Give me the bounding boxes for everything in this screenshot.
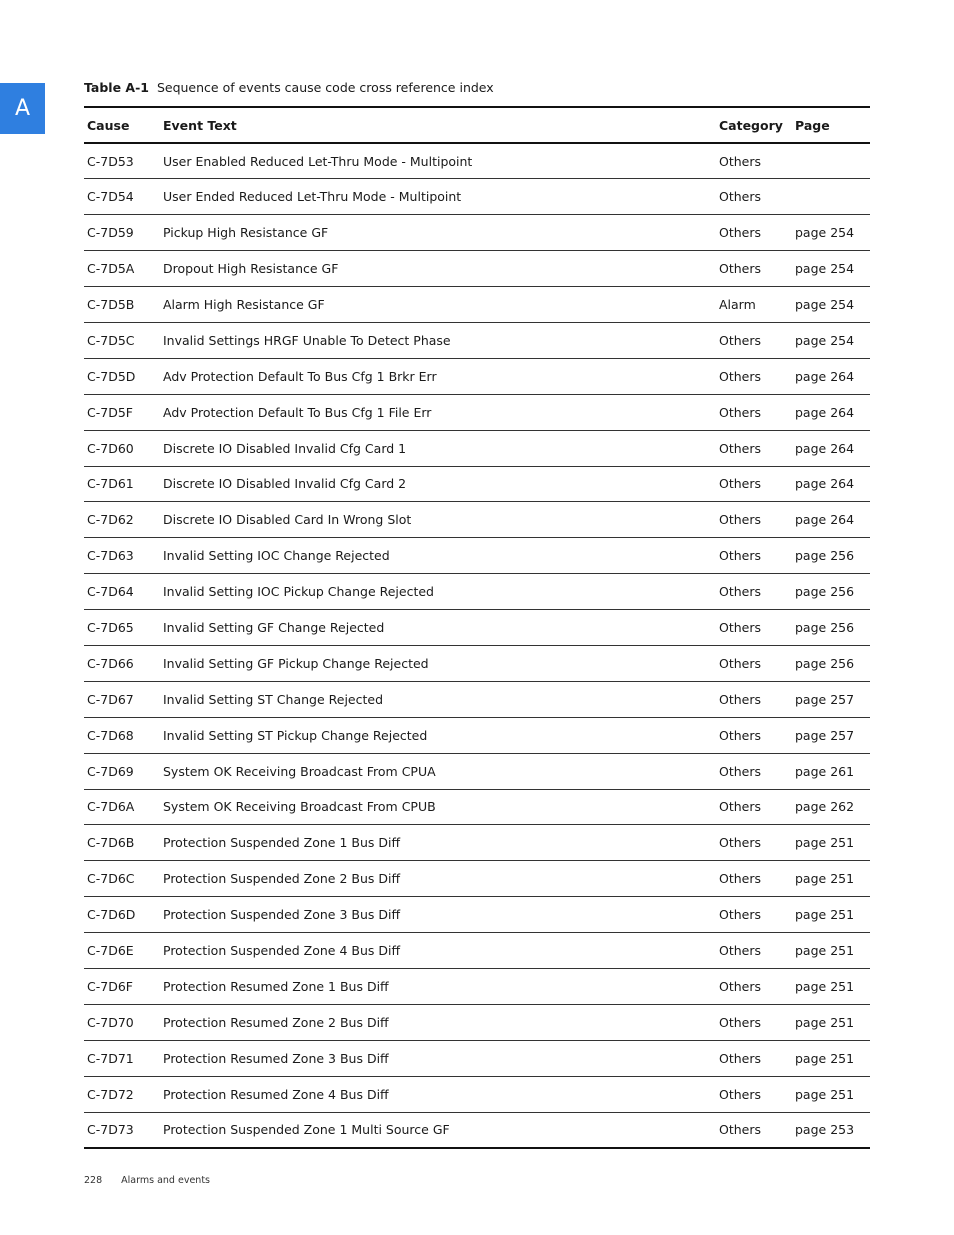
cell-cause: C-7D70 xyxy=(84,1004,160,1040)
cell-category: Others xyxy=(716,789,792,825)
cell-category: Others xyxy=(716,1112,792,1148)
cell-event-text: Protection Suspended Zone 2 Bus Diff xyxy=(160,861,716,897)
table-row xyxy=(84,394,870,430)
table-header-row xyxy=(84,107,870,143)
cell-page: page 251 xyxy=(792,1004,870,1040)
cell-category: Others xyxy=(716,143,792,179)
header-page: Page xyxy=(792,107,870,143)
cell-cause: C-7D54 xyxy=(84,179,160,215)
table-row xyxy=(84,861,870,897)
cell-event-text: User Enabled Reduced Let-Thru Mode - Multipoint xyxy=(160,143,716,179)
table-row xyxy=(84,574,870,610)
cell-category: Others xyxy=(716,753,792,789)
cell-page: page 256 xyxy=(792,574,870,610)
page-footer xyxy=(84,1175,210,1186)
cell-page: page 251 xyxy=(792,968,870,1004)
cell-event-text: Invalid Setting IOC Pickup Change Rejected xyxy=(160,574,716,610)
table-row xyxy=(84,825,870,861)
cell-category: Others xyxy=(716,1076,792,1112)
cell-event-text: Protection Resumed Zone 3 Bus Diff xyxy=(160,1040,716,1076)
table-row xyxy=(84,645,870,681)
cell-page: page 251 xyxy=(792,825,870,861)
cell-event-text: Protection Suspended Zone 3 Bus Diff xyxy=(160,897,716,933)
cell-event-text: Dropout High Resistance GF xyxy=(160,251,716,287)
cell-event-text: Protection Resumed Zone 1 Bus Diff xyxy=(160,968,716,1004)
table-row xyxy=(84,1112,870,1148)
cell-page: page 256 xyxy=(792,610,870,646)
table-row xyxy=(84,502,870,538)
cell-page xyxy=(792,179,870,215)
cell-page: page 251 xyxy=(792,933,870,969)
cell-cause: C-7D6A xyxy=(84,789,160,825)
cell-cause: C-7D6C xyxy=(84,861,160,897)
cell-cause: C-7D5C xyxy=(84,322,160,358)
cell-page: page 251 xyxy=(792,1076,870,1112)
cell-category: Others xyxy=(716,825,792,861)
table-row xyxy=(84,753,870,789)
cell-page: page 264 xyxy=(792,502,870,538)
cell-event-text: Protection Resumed Zone 2 Bus Diff xyxy=(160,1004,716,1040)
cell-cause: C-7D65 xyxy=(84,610,160,646)
cell-category: Others xyxy=(716,933,792,969)
table-row xyxy=(84,287,870,323)
cell-cause: C-7D66 xyxy=(84,645,160,681)
cell-event-text: Alarm High Resistance GF xyxy=(160,287,716,323)
table-row xyxy=(84,717,870,753)
cell-event-text: Adv Protection Default To Bus Cfg 1 Brkr Err xyxy=(160,358,716,394)
cell-event-text: User Ended Reduced Let-Thru Mode - Multipoint xyxy=(160,179,716,215)
table-row xyxy=(84,789,870,825)
header-event-text: Event Text xyxy=(160,107,716,143)
cell-cause: C-7D6E xyxy=(84,933,160,969)
cell-page: page 254 xyxy=(792,287,870,323)
cell-cause: C-7D5D xyxy=(84,358,160,394)
cell-cause: C-7D6B xyxy=(84,825,160,861)
cell-cause: C-7D6F xyxy=(84,968,160,1004)
cell-cause: C-7D5B xyxy=(84,287,160,323)
cell-cause: C-7D62 xyxy=(84,502,160,538)
header-cause: Cause xyxy=(84,107,160,143)
cell-cause: C-7D63 xyxy=(84,538,160,574)
cell-page: page 254 xyxy=(792,251,870,287)
table-caption-text: Sequence of events cause code cross reference index xyxy=(156,80,494,95)
table-row xyxy=(84,897,870,933)
cell-event-text: Protection Suspended Zone 1 Multi Source GF xyxy=(160,1112,716,1148)
cell-event-text: Protection Suspended Zone 1 Bus Diff xyxy=(160,825,716,861)
section-tab: A xyxy=(0,83,45,134)
cell-category: Others xyxy=(716,430,792,466)
cell-cause: C-7D68 xyxy=(84,717,160,753)
cell-cause: C-7D72 xyxy=(84,1076,160,1112)
cause-code-table xyxy=(84,106,870,1149)
cell-category: Others xyxy=(716,215,792,251)
table-row xyxy=(84,251,870,287)
table-row xyxy=(84,466,870,502)
table-row xyxy=(84,538,870,574)
cell-event-text: Adv Protection Default To Bus Cfg 1 File Err xyxy=(160,394,716,430)
table-row xyxy=(84,358,870,394)
footer-page-number: 228 xyxy=(84,1175,103,1186)
cell-page: page 264 xyxy=(792,430,870,466)
cell-page: page 262 xyxy=(792,789,870,825)
cell-cause: C-7D67 xyxy=(84,681,160,717)
table-row xyxy=(84,215,870,251)
cell-event-text: Protection Resumed Zone 4 Bus Diff xyxy=(160,1076,716,1112)
cell-event-text: Discrete IO Disabled Card In Wrong Slot xyxy=(160,502,716,538)
table-row xyxy=(84,933,870,969)
cell-category: Others xyxy=(716,861,792,897)
cell-cause: C-7D69 xyxy=(84,753,160,789)
cell-page: page 251 xyxy=(792,861,870,897)
cell-event-text: System OK Receiving Broadcast From CPUB xyxy=(160,789,716,825)
cell-category: Others xyxy=(716,322,792,358)
cell-event-text: System OK Receiving Broadcast From CPUA xyxy=(160,753,716,789)
cell-event-text: Invalid Settings HRGF Unable To Detect Phase xyxy=(160,322,716,358)
cell-category: Others xyxy=(716,574,792,610)
cell-cause: C-7D53 xyxy=(84,143,160,179)
cell-category: Others xyxy=(716,968,792,1004)
cell-page: page 257 xyxy=(792,681,870,717)
cell-category: Others xyxy=(716,681,792,717)
cell-category: Alarm xyxy=(716,287,792,323)
cell-event-text: Discrete IO Disabled Invalid Cfg Card 1 xyxy=(160,430,716,466)
cell-category: Others xyxy=(716,897,792,933)
cell-page: page 254 xyxy=(792,322,870,358)
cell-category: Others xyxy=(716,466,792,502)
cell-page: page 257 xyxy=(792,717,870,753)
cell-page: page 264 xyxy=(792,466,870,502)
cell-page: page 256 xyxy=(792,645,870,681)
table-row xyxy=(84,322,870,358)
cell-event-text: Pickup High Resistance GF xyxy=(160,215,716,251)
cell-category: Others xyxy=(716,1040,792,1076)
cell-category: Others xyxy=(716,717,792,753)
table-row xyxy=(84,1004,870,1040)
cell-page xyxy=(792,143,870,179)
cell-category: Others xyxy=(716,1004,792,1040)
cell-page: page 253 xyxy=(792,1112,870,1148)
cell-event-text: Protection Suspended Zone 4 Bus Diff xyxy=(160,933,716,969)
table-caption-label: Table A-1 xyxy=(84,80,149,95)
cell-cause: C-7D6D xyxy=(84,897,160,933)
table-row xyxy=(84,1040,870,1076)
cell-event-text: Invalid Setting ST Change Rejected xyxy=(160,681,716,717)
cell-page: page 264 xyxy=(792,394,870,430)
table-body xyxy=(84,143,870,1148)
cell-cause: C-7D71 xyxy=(84,1040,160,1076)
table-caption xyxy=(84,80,494,95)
cell-cause: C-7D59 xyxy=(84,215,160,251)
table-row xyxy=(84,1076,870,1112)
table-row xyxy=(84,179,870,215)
cell-event-text: Invalid Setting GF Change Rejected xyxy=(160,610,716,646)
table-row xyxy=(84,143,870,179)
cell-category: Others xyxy=(716,610,792,646)
cell-cause: C-7D61 xyxy=(84,466,160,502)
cell-page: page 251 xyxy=(792,1040,870,1076)
cell-cause: C-7D73 xyxy=(84,1112,160,1148)
cell-page: page 256 xyxy=(792,538,870,574)
cell-category: Others xyxy=(716,645,792,681)
cell-page: page 264 xyxy=(792,358,870,394)
table-row xyxy=(84,681,870,717)
cell-page: page 261 xyxy=(792,753,870,789)
cell-cause: C-7D5A xyxy=(84,251,160,287)
cell-event-text: Discrete IO Disabled Invalid Cfg Card 2 xyxy=(160,466,716,502)
cell-cause: C-7D64 xyxy=(84,574,160,610)
cell-page: page 251 xyxy=(792,897,870,933)
cell-event-text: Invalid Setting ST Pickup Change Rejected xyxy=(160,717,716,753)
cell-category: Others xyxy=(716,538,792,574)
cell-cause: C-7D5F xyxy=(84,394,160,430)
cell-category: Others xyxy=(716,502,792,538)
cell-event-text: Invalid Setting GF Pickup Change Rejected xyxy=(160,645,716,681)
cell-page: page 254 xyxy=(792,215,870,251)
table-row xyxy=(84,968,870,1004)
header-category: Category xyxy=(716,107,792,143)
cell-category: Others xyxy=(716,394,792,430)
table-row xyxy=(84,610,870,646)
cell-category: Others xyxy=(716,251,792,287)
cell-category: Others xyxy=(716,358,792,394)
cell-event-text: Invalid Setting IOC Change Rejected xyxy=(160,538,716,574)
table-row xyxy=(84,430,870,466)
cell-cause: C-7D60 xyxy=(84,430,160,466)
footer-section: Alarms and events xyxy=(121,1175,210,1186)
cell-category: Others xyxy=(716,179,792,215)
